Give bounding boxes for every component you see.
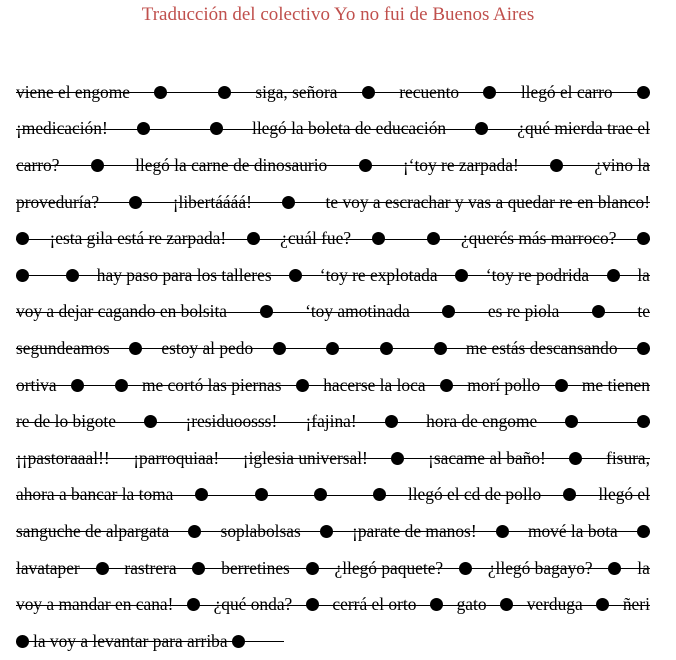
bullet-dot bbox=[430, 598, 443, 611]
poem-line bbox=[16, 367, 650, 404]
poem-phrase: hacerse la loca bbox=[323, 374, 426, 395]
poem-line bbox=[16, 330, 650, 367]
poem-phrase: ‘toy amotinada bbox=[305, 301, 410, 322]
poem-phrase: te bbox=[637, 301, 650, 322]
poem-line bbox=[16, 147, 650, 184]
poem-line bbox=[16, 403, 650, 440]
bullet-dot bbox=[637, 86, 650, 99]
poem-phrase: ñeri bbox=[622, 594, 650, 615]
bullet-dot bbox=[362, 86, 375, 99]
bullet-dot bbox=[96, 562, 109, 575]
poem-phrase: mové la bota bbox=[527, 520, 618, 541]
bullet-dot bbox=[637, 525, 650, 538]
poem-phrase: ¡sacame al baño! bbox=[428, 447, 546, 468]
poem-phrase: ‘toy re explotada bbox=[319, 264, 438, 285]
poem-phrase: llegó el bbox=[598, 484, 650, 505]
poem-phrase: llegó la boleta de educación bbox=[251, 118, 447, 139]
bullet-dot bbox=[385, 415, 398, 428]
bullet-dot bbox=[372, 232, 385, 245]
bullet-dot bbox=[273, 342, 286, 355]
bullet-dot bbox=[232, 635, 245, 648]
poem-line bbox=[16, 111, 650, 148]
bullet-dot bbox=[380, 342, 393, 355]
poem-phrase: segundeamos bbox=[16, 337, 110, 358]
poem-phrase: ¡parroquiaa! bbox=[133, 447, 220, 468]
bullet-dot bbox=[306, 562, 319, 575]
bullet-dot bbox=[144, 415, 157, 428]
poem-phrase: verduga bbox=[526, 594, 583, 615]
bullet-dot bbox=[306, 598, 319, 611]
bullet-dot bbox=[555, 379, 568, 392]
bullet-dot bbox=[296, 379, 309, 392]
poem-phrase: me tienen bbox=[581, 374, 650, 395]
poem-phrase: proveduría? bbox=[16, 191, 100, 212]
poem-phrase: voy a mandar en cana! bbox=[16, 594, 174, 615]
bullet-dot bbox=[637, 232, 650, 245]
poem-phrase: llegó la carne de dinosaurio bbox=[135, 154, 328, 175]
poem-phrase: gato bbox=[456, 594, 487, 615]
bullet-dot bbox=[563, 488, 576, 501]
bullet-dot bbox=[129, 196, 142, 209]
poem-phrase: ¿cuál fue? bbox=[280, 228, 352, 249]
poem-phrase: ¡parate de manos! bbox=[352, 520, 477, 541]
poem-phrase: rastrera bbox=[124, 557, 177, 578]
bullet-dot bbox=[260, 305, 273, 318]
bullet-dot bbox=[592, 305, 605, 318]
poem-phrase: ¡‘toy re zarpada! bbox=[402, 154, 519, 175]
poem-phrase: ¿querés más marroco? bbox=[460, 228, 617, 249]
bullet-dot bbox=[187, 598, 200, 611]
bullet-dot bbox=[359, 159, 372, 172]
poem-phrase: la bbox=[637, 557, 650, 578]
page-title: Traducción del colectivo Yo no fui de Buenos Aires bbox=[141, 4, 535, 25]
poem-phrase: llegó el carro bbox=[520, 81, 613, 102]
bullet-dot bbox=[607, 269, 620, 282]
bullet-dot bbox=[427, 232, 440, 245]
poem-phrase: sanguche de alpargata bbox=[16, 520, 170, 541]
bullet-dot bbox=[314, 488, 327, 501]
poem-phrase: es re piola bbox=[487, 301, 560, 322]
bullet-dot bbox=[442, 305, 455, 318]
bullet-dot bbox=[16, 635, 29, 648]
poem-phrase: cerrá el orto bbox=[332, 594, 417, 615]
poem-phrase: ‘toy re podrida bbox=[485, 264, 590, 285]
poem-phrase: ¡medicación! bbox=[16, 118, 108, 139]
poem-phrase: ¡libertáááá! bbox=[172, 191, 252, 212]
poem-phrase: carro? bbox=[16, 154, 60, 175]
poem-line bbox=[16, 257, 650, 294]
bullet-dot bbox=[391, 452, 404, 465]
bullet-dot bbox=[373, 488, 386, 501]
bullet-dot bbox=[195, 488, 208, 501]
poem-phrase: la voy a levantar para arriba bbox=[33, 630, 228, 651]
poem-phrase: lavataper bbox=[16, 557, 80, 578]
poem-text bbox=[16, 74, 650, 660]
bullet-dot bbox=[459, 562, 472, 575]
poem-phrase: fisura, bbox=[606, 447, 650, 468]
poem-phrase: la bbox=[637, 264, 650, 285]
poem-phrase: voy a dejar cagando en bolsita bbox=[16, 301, 228, 322]
bullet-dot bbox=[154, 86, 167, 99]
poem-line bbox=[16, 74, 650, 111]
bullet-dot bbox=[569, 452, 582, 465]
bullet-dot bbox=[255, 488, 268, 501]
poem-phrase: viene el engome bbox=[16, 81, 130, 102]
bullet-dot bbox=[596, 598, 609, 611]
poem-line bbox=[16, 586, 650, 623]
poem-phrase: soplabolsas bbox=[220, 520, 301, 541]
poem-phrase: ¿qué mierda trae el bbox=[517, 118, 650, 139]
bullet-dot bbox=[637, 415, 650, 428]
poem-phrase: recuento bbox=[399, 81, 460, 102]
poem-phrase: ¿qué onda? bbox=[213, 594, 293, 615]
bullet-dot bbox=[71, 379, 84, 392]
poem-phrase: ahora a bancar la toma bbox=[16, 484, 174, 505]
bullet-dot bbox=[500, 598, 513, 611]
poem-phrase: ¡fajina! bbox=[305, 411, 357, 432]
poem-phrase: hora de engome bbox=[426, 411, 538, 432]
bullet-dot bbox=[91, 159, 104, 172]
bullet-dot bbox=[66, 269, 79, 282]
bullet-dot bbox=[550, 159, 563, 172]
bullet-dot bbox=[320, 525, 333, 538]
bullet-dot bbox=[483, 86, 496, 99]
bullet-dot bbox=[218, 86, 231, 99]
bullet-dot bbox=[455, 269, 468, 282]
poem-phrase: estoy al pedo bbox=[161, 337, 254, 358]
bullet-dot bbox=[188, 525, 201, 538]
poem-phrase: siga, señora bbox=[255, 81, 338, 102]
poem-line bbox=[16, 184, 650, 221]
poem-phrase: te voy a escrachar y vas a quedar re en blanco! bbox=[325, 191, 650, 212]
poem-phrase: ¡esta gila está re zarpada! bbox=[49, 228, 227, 249]
poem-line bbox=[16, 513, 650, 550]
bullet-dot bbox=[210, 122, 223, 135]
bullet-dot bbox=[16, 269, 29, 282]
poem-line bbox=[16, 550, 650, 587]
poem-phrase: ¿vino la bbox=[594, 154, 650, 175]
bullet-dot bbox=[475, 122, 488, 135]
poem-phrase: hay paso para los talleres bbox=[96, 264, 272, 285]
poem-phrase: ¡residuoosss! bbox=[185, 411, 278, 432]
poem-line bbox=[16, 440, 650, 477]
bullet-dot bbox=[282, 196, 295, 209]
poem-phrase: re de lo bigote bbox=[16, 411, 116, 432]
bullet-dot bbox=[115, 379, 128, 392]
bullet-dot bbox=[137, 122, 150, 135]
poem-line bbox=[16, 220, 650, 257]
poem-phrase: ortiva bbox=[16, 374, 57, 395]
poem-phrase: ¡¡pastoraaal!! bbox=[16, 447, 110, 468]
bullet-dot bbox=[434, 342, 447, 355]
poem-phrase: me cortó las piernas bbox=[141, 374, 282, 395]
bullet-dot bbox=[565, 415, 578, 428]
poem-phrase: ¡iglesia universal! bbox=[242, 447, 368, 468]
poem-line bbox=[16, 477, 650, 514]
poem-phrase: ¿llegó bagayo? bbox=[487, 557, 593, 578]
bullet-dot bbox=[192, 562, 205, 575]
poem-phrase: ¿llegó paquete? bbox=[334, 557, 444, 578]
poem-phrase: me estás descansando bbox=[465, 337, 618, 358]
bullet-dot bbox=[289, 269, 302, 282]
poem-line bbox=[16, 623, 650, 660]
bullet-dot bbox=[440, 379, 453, 392]
bullet-dot bbox=[608, 562, 621, 575]
bullet-dot bbox=[16, 232, 29, 245]
bullet-dot bbox=[496, 525, 509, 538]
bullet-dot bbox=[326, 342, 339, 355]
bullet-dot bbox=[247, 232, 260, 245]
poem-phrase: berretines bbox=[221, 557, 290, 578]
poem-line bbox=[16, 294, 650, 331]
poem-phrase: morí pollo bbox=[467, 374, 541, 395]
bullet-dot bbox=[129, 342, 142, 355]
bullet-dot bbox=[637, 342, 650, 355]
poem-phrase: llegó el cd de pollo bbox=[407, 484, 542, 505]
